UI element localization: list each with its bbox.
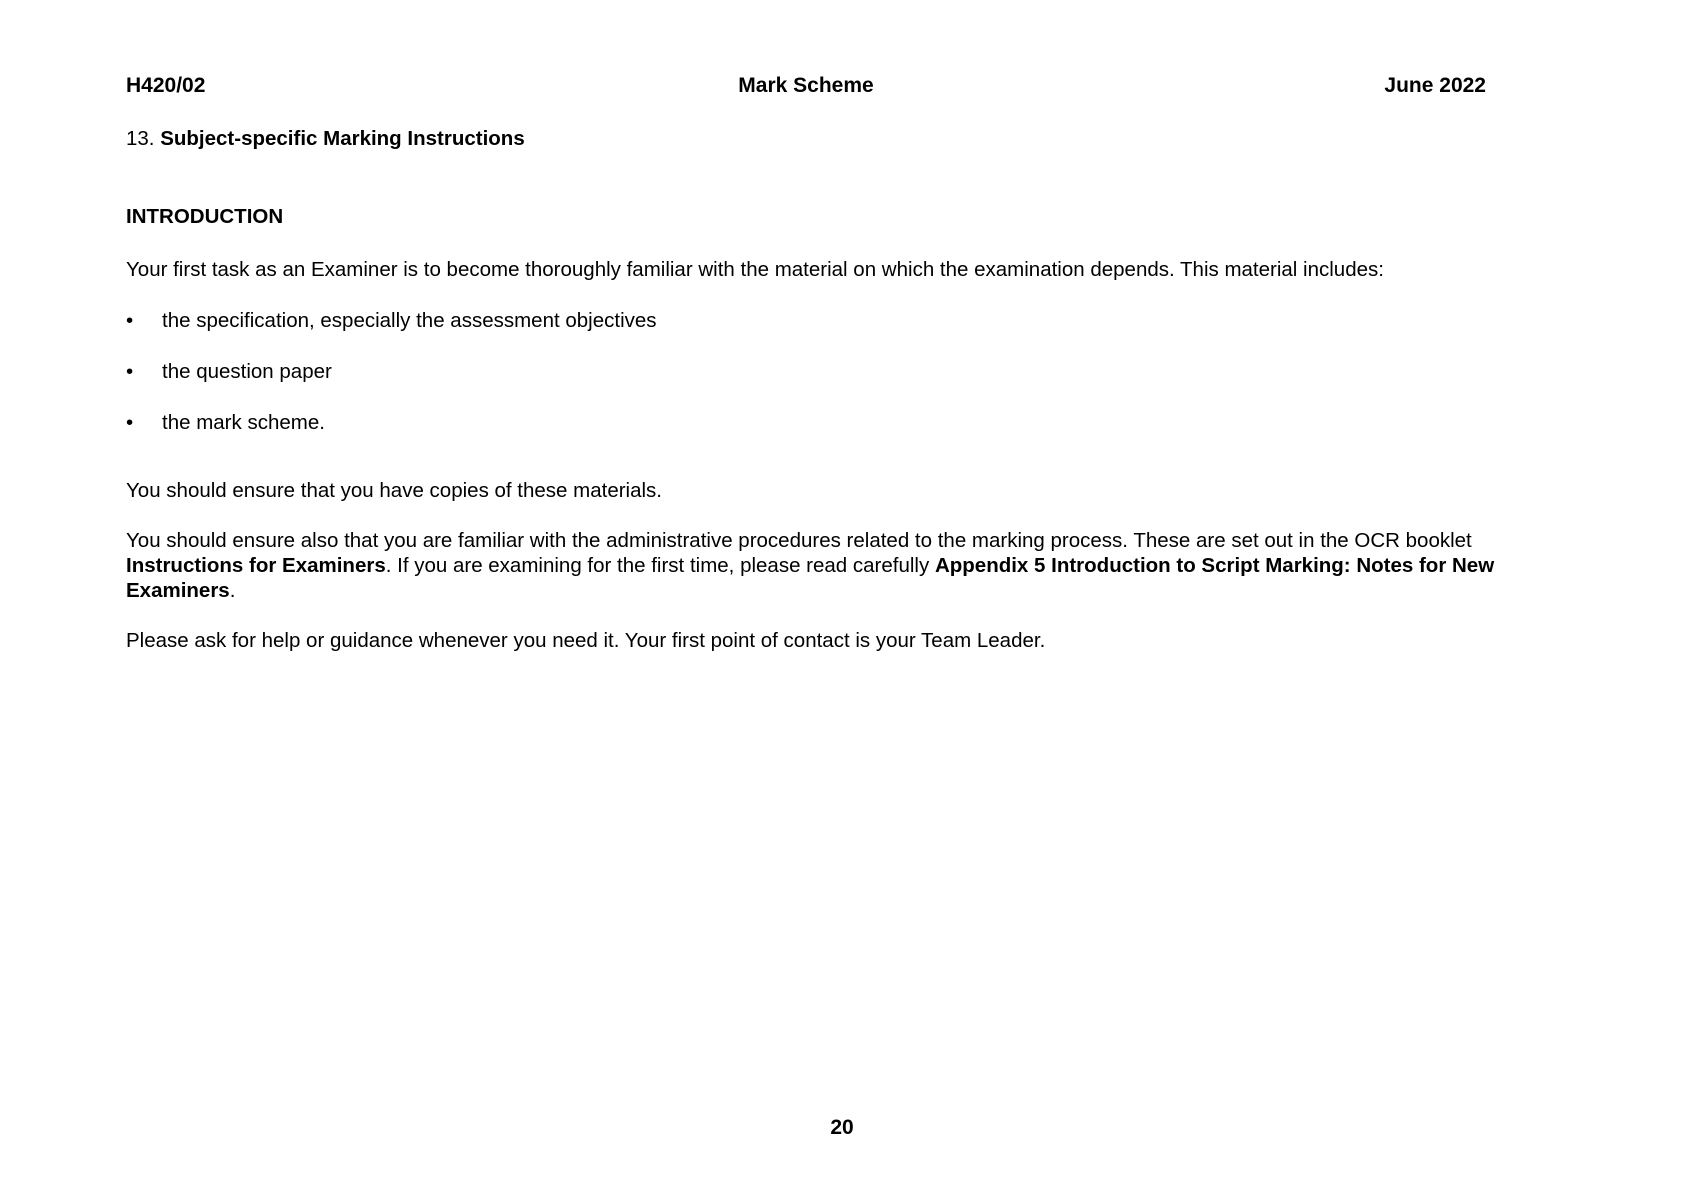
intro-paragraph: Your first task as an Examiner is to become thoroughly familiar with the material on which the examination depends. This material includes: <box>126 258 1384 281</box>
materials-list <box>126 308 1566 435</box>
procedures-paragraph <box>126 528 1566 603</box>
procedures-text: . <box>229 579 236 602</box>
procedures-text: You should ensure also that you are familiar with the administrative procedures related to the marking process. These are set out in the OCR booklet <box>126 529 1472 552</box>
list-item <box>126 359 1566 384</box>
list-item-text: the question paper <box>162 360 332 383</box>
page-number: 20 <box>830 1116 854 1139</box>
help-paragraph: Please ask for help or guidance whenever you need it. Your first point of contact is your Team Leader. <box>126 629 1046 652</box>
section-title: Subject-specific Marking Instructions <box>160 127 525 150</box>
procedures-text: . If you are examining for the first time, please read carefully <box>385 554 935 577</box>
copies-paragraph: You should ensure that you have copies of these materials. <box>126 479 663 502</box>
list-item-text: the specification, especially the assessment objectives <box>162 309 657 332</box>
bullet-icon: • <box>126 360 134 383</box>
introduction-heading: INTRODUCTION <box>126 205 284 228</box>
list-item-text: the mark scheme. <box>162 411 325 434</box>
document-title: Mark Scheme <box>738 74 874 97</box>
instructions-booklet-title: Instructions for Examiners <box>126 554 386 577</box>
section-number: 13. <box>126 127 155 150</box>
exam-date: June 2022 <box>1384 74 1486 97</box>
section-heading <box>126 126 1566 151</box>
list-item <box>126 308 1566 333</box>
list-item <box>126 410 1566 435</box>
bullet-icon: • <box>126 411 134 434</box>
page-content <box>126 126 1566 653</box>
appendix-title: Appendix 5 Introduction to Script Marking: Notes for New Examiners <box>126 554 1495 602</box>
bullet-icon: • <box>126 309 134 332</box>
paper-code: H420/02 <box>126 74 206 97</box>
